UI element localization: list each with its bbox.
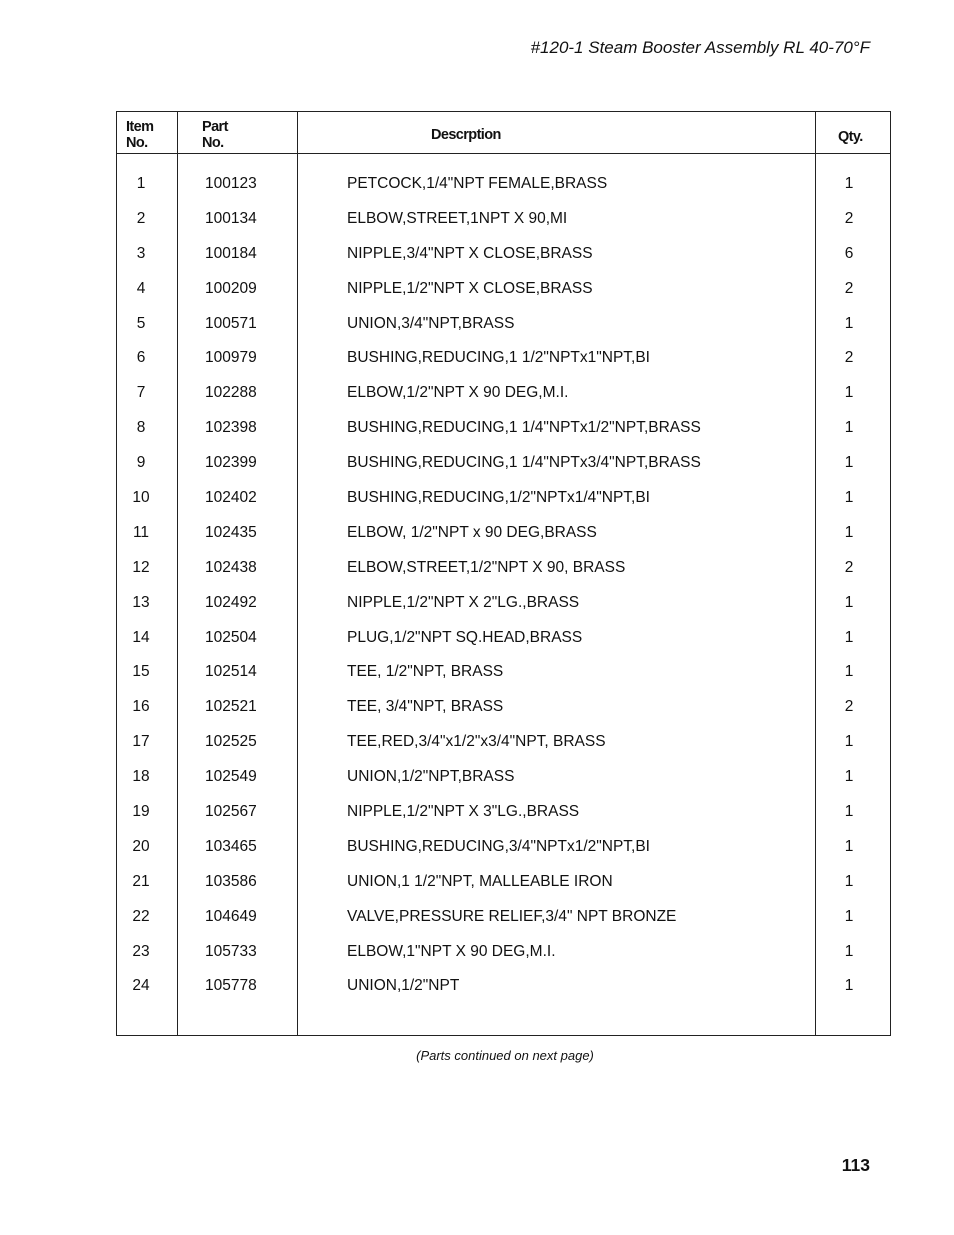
part-description: TEE,RED,3/4"x1/2"x3/4"NPT, BRASS (347, 733, 606, 751)
quantity: 1 (844, 419, 854, 437)
part-description: ELBOW,STREET,1NPT X 90,MI (347, 209, 568, 227)
header-divider (117, 153, 890, 154)
part-number: 102399 (205, 454, 257, 472)
table-row (117, 375, 890, 410)
table-row (117, 724, 890, 759)
item-number: 3 (136, 244, 146, 262)
item-number: 17 (132, 733, 150, 751)
table-row (117, 340, 890, 375)
column-header-part-no (202, 119, 228, 151)
part-number: 102521 (205, 698, 257, 716)
part-description: UNION,1/2"NPT,BRASS (347, 768, 515, 786)
item-number: 23 (132, 942, 150, 960)
quantity: 1 (844, 593, 854, 611)
quantity: 6 (844, 244, 854, 262)
table-row (117, 445, 890, 480)
quantity: 1 (844, 454, 854, 472)
table-row (117, 829, 890, 864)
part-number: 102438 (205, 558, 257, 576)
column-header-item-no (126, 119, 153, 151)
table-row (117, 689, 890, 724)
table-row (117, 654, 890, 689)
item-number: 9 (136, 454, 146, 472)
table-row (117, 899, 890, 934)
item-number: 24 (132, 977, 150, 995)
table-row (117, 794, 890, 829)
quantity: 1 (844, 628, 854, 646)
item-number: 11 (132, 523, 150, 541)
table-row (117, 968, 890, 1003)
item-number: 4 (136, 279, 146, 297)
column-header-part-line2: No. (202, 135, 224, 151)
table-row (117, 201, 890, 236)
part-number: 102398 (205, 419, 257, 437)
part-description: BUSHING,REDUCING,1 1/2"NPTx1"NPT,BI (347, 349, 650, 367)
part-number: 103586 (205, 872, 257, 890)
item-number: 8 (136, 419, 146, 437)
page-number: 113 (841, 1155, 870, 1175)
part-number: 100209 (205, 279, 257, 297)
part-number: 100123 (205, 175, 257, 192)
part-number: 105733 (205, 942, 257, 960)
column-header-part-line1: Part (202, 119, 228, 135)
item-number: 20 (132, 837, 150, 855)
part-description: BUSHING,REDUCING,1 1/4"NPTx1/2"NPT,BRASS (347, 419, 701, 437)
column-header-item-line2: No. (126, 135, 148, 151)
page-header-title: #120-1 Steam Booster Assembly RL 40-70°F (530, 38, 870, 57)
part-description: PETCOCK,1/4"NPT FEMALE,BRASS (347, 175, 608, 192)
table-row (117, 550, 890, 585)
part-number: 102525 (205, 733, 257, 751)
item-number: 18 (132, 768, 150, 786)
item-number: 12 (132, 558, 150, 576)
part-number: 102514 (205, 663, 257, 681)
part-number: 102435 (205, 523, 257, 541)
part-description: TEE, 1/2"NPT, BRASS (347, 663, 504, 681)
part-number: 100979 (205, 349, 257, 367)
quantity: 1 (844, 175, 854, 192)
part-number: 100571 (205, 314, 257, 332)
table-row (117, 271, 890, 306)
part-description: BUSHING,REDUCING,1 1/4"NPTx3/4"NPT,BRASS (347, 454, 701, 472)
quantity: 1 (844, 733, 854, 751)
part-description: BUSHING,REDUCING,3/4"NPTx1/2"NPT,BI (347, 837, 650, 855)
table-row (117, 166, 890, 201)
table-row (117, 864, 890, 899)
table-row (117, 585, 890, 620)
quantity: 1 (844, 489, 854, 507)
column-header-description: Descrption (431, 127, 501, 143)
quantity: 1 (844, 942, 854, 960)
part-description: NIPPLE,1/2"NPT X CLOSE,BRASS (347, 279, 593, 297)
item-number: 15 (132, 663, 150, 681)
item-number: 5 (136, 314, 146, 332)
part-description: ELBOW,STREET,1/2"NPT X 90, BRASS (347, 558, 626, 576)
part-description: UNION,3/4"NPT,BRASS (347, 314, 515, 332)
item-number: 21 (132, 872, 150, 890)
quantity: 1 (844, 837, 854, 855)
quantity: 1 (844, 977, 854, 995)
table-row (117, 620, 890, 655)
part-number: 102549 (205, 768, 257, 786)
part-description: TEE, 3/4"NPT, BRASS (347, 698, 504, 716)
part-number: 105778 (205, 977, 257, 995)
item-number: 10 (132, 489, 150, 507)
quantity: 2 (844, 558, 854, 576)
table-row (117, 236, 890, 271)
parts-table (116, 111, 891, 1036)
part-description: NIPPLE,1/2"NPT X 3"LG.,BRASS (347, 803, 580, 821)
quantity: 1 (844, 314, 854, 332)
quantity: 1 (844, 663, 854, 681)
table-row (117, 480, 890, 515)
item-number: 14 (132, 628, 150, 646)
part-number: 100184 (205, 244, 257, 262)
quantity: 1 (844, 523, 854, 541)
item-number: 16 (132, 698, 150, 716)
column-header-qty: Qty. (838, 129, 863, 145)
part-description: BUSHING,REDUCING,1/2"NPTx1/4"NPT,BI (347, 489, 650, 507)
quantity: 1 (844, 768, 854, 786)
quantity: 1 (844, 907, 854, 925)
table-row (117, 515, 890, 550)
part-number: 102567 (205, 803, 257, 821)
part-description: NIPPLE,3/4"NPT X CLOSE,BRASS (347, 244, 593, 262)
quantity: 2 (844, 698, 854, 716)
quantity: 1 (844, 872, 854, 890)
item-number: 22 (132, 907, 150, 925)
part-number: 102504 (205, 628, 257, 646)
table-row (117, 934, 890, 969)
part-description: ELBOW,1/2"NPT X 90 DEG,M.I. (347, 384, 569, 402)
item-number: 13 (132, 593, 150, 611)
item-number: 1 (136, 175, 146, 192)
part-description: VALVE,PRESSURE RELIEF,3/4" NPT BRONZE (347, 907, 677, 925)
item-number: 19 (132, 803, 150, 821)
item-number: 2 (136, 209, 146, 227)
part-number: 103465 (205, 837, 257, 855)
part-description: ELBOW,1"NPT X 90 DEG,M.I. (347, 942, 556, 960)
item-number: 6 (136, 349, 146, 367)
part-number: 100134 (205, 209, 257, 227)
quantity: 1 (844, 384, 854, 402)
table-row (117, 306, 890, 341)
parts-rows (117, 166, 890, 1003)
part-description: PLUG,1/2"NPT SQ.HEAD,BRASS (347, 628, 583, 646)
continued-note: (Parts continued on next page) (416, 1048, 594, 1063)
quantity: 2 (844, 209, 854, 227)
quantity: 1 (844, 803, 854, 821)
part-description: UNION,1 1/2"NPT, MALLEABLE IRON (347, 872, 613, 890)
quantity: 2 (844, 279, 854, 297)
part-number: 104649 (205, 907, 257, 925)
item-number: 7 (136, 384, 146, 402)
part-description: UNION,1/2"NPT (347, 977, 460, 995)
part-number: 102288 (205, 384, 257, 402)
part-number: 102402 (205, 489, 257, 507)
part-description: ELBOW, 1/2"NPT x 90 DEG,BRASS (347, 523, 597, 541)
part-number: 102492 (205, 593, 257, 611)
table-row (117, 759, 890, 794)
table-row (117, 410, 890, 445)
part-description: NIPPLE,1/2"NPT X 2"LG.,BRASS (347, 593, 580, 611)
quantity: 2 (844, 349, 854, 367)
column-header-item-line1: Item (126, 119, 154, 135)
